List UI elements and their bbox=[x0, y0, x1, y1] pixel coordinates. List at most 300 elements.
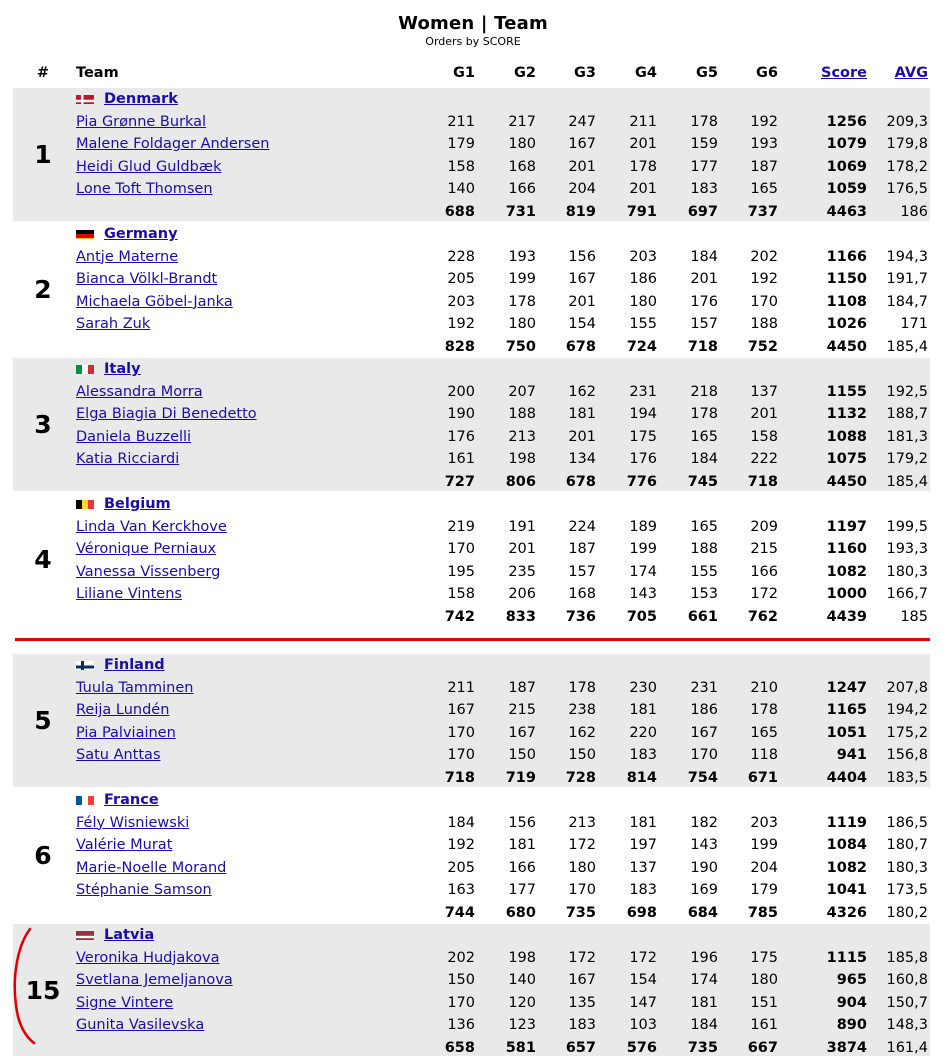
player-row bbox=[13, 268, 930, 291]
game-1-cell: 190 bbox=[447, 406, 475, 422]
avg-cell: 180,3 bbox=[886, 563, 928, 580]
total-game-6-cell: 671 bbox=[747, 769, 778, 786]
game-2-cell: 181 bbox=[508, 837, 536, 853]
game-6-cell: 170 bbox=[750, 293, 778, 310]
game-6-cell: 179 bbox=[750, 882, 778, 898]
team-link[interactable]: France bbox=[104, 792, 159, 808]
team-block-finland bbox=[13, 654, 930, 787]
player-link[interactable]: Svetlana Jemeljanova bbox=[76, 972, 233, 988]
avg-cell: 188,7 bbox=[886, 406, 928, 422]
player-row bbox=[13, 291, 930, 314]
game-2-cell: 235 bbox=[508, 563, 536, 580]
game-6-cell: 188 bbox=[750, 316, 778, 332]
player-row bbox=[13, 583, 930, 606]
game-4-cell: 137 bbox=[629, 859, 657, 876]
game-1-cell: 228 bbox=[447, 248, 475, 265]
total-game-6-cell: 762 bbox=[747, 608, 778, 625]
team-link[interactable]: Denmark bbox=[104, 91, 178, 107]
avg-cell: 171 bbox=[900, 316, 928, 332]
player-row bbox=[13, 246, 930, 269]
team-block-denmark bbox=[13, 88, 930, 221]
score-cell: 1166 bbox=[826, 248, 867, 265]
avg-cell: 166,7 bbox=[886, 586, 928, 602]
score-cell: 890 bbox=[836, 1017, 867, 1033]
score-cell: 1075 bbox=[826, 451, 867, 467]
game-4-cell: 176 bbox=[629, 451, 657, 467]
player-link[interactable]: Daniela Buzzelli bbox=[76, 428, 192, 445]
game-3-cell: 167 bbox=[568, 271, 596, 287]
game-2-cell: 166 bbox=[508, 181, 536, 197]
game-4-cell: 103 bbox=[629, 1017, 657, 1033]
game-2-cell: 177 bbox=[508, 882, 536, 898]
team-link[interactable]: Belgium bbox=[104, 496, 171, 512]
avg-cell: 173,5 bbox=[886, 882, 928, 898]
score-cell: 1088 bbox=[826, 428, 867, 445]
game-2-cell: 217 bbox=[508, 113, 536, 130]
game-5-cell: 178 bbox=[690, 406, 718, 422]
game-5-cell: 186 bbox=[690, 702, 718, 718]
player-row bbox=[13, 1014, 930, 1037]
player-name-cell bbox=[76, 947, 220, 970]
team-name-cell bbox=[76, 88, 178, 111]
player-name-cell bbox=[76, 722, 176, 745]
score-cell: 1132 bbox=[826, 406, 867, 422]
team-name-cell bbox=[76, 654, 165, 677]
total-game-1-cell: 688 bbox=[444, 203, 475, 220]
game-5-cell: 143 bbox=[690, 837, 718, 853]
player-link[interactable]: Stéphanie Samson bbox=[76, 882, 212, 898]
game-4-cell: 183 bbox=[629, 747, 657, 763]
col-team-header: Team bbox=[76, 65, 119, 81]
total-game-3-cell: 736 bbox=[565, 608, 596, 625]
player-name-cell bbox=[76, 516, 227, 539]
player-row bbox=[13, 133, 930, 156]
player-link[interactable]: Tuula Tamminen bbox=[76, 679, 194, 696]
total-game-6-cell: 737 bbox=[747, 203, 778, 220]
team-totals-row bbox=[13, 1037, 930, 1056]
player-row bbox=[13, 313, 930, 336]
game-5-cell: 184 bbox=[690, 1017, 718, 1033]
avg-cell: 179,8 bbox=[886, 136, 928, 152]
player-link[interactable]: Sarah Zuk bbox=[76, 316, 151, 332]
score-cell: 1082 bbox=[826, 563, 867, 580]
game-1-cell: 158 bbox=[447, 586, 475, 602]
player-link[interactable]: Valérie Murat bbox=[76, 837, 173, 853]
game-6-cell: 175 bbox=[750, 949, 778, 966]
game-5-cell: 182 bbox=[690, 814, 718, 831]
score-cell: 1000 bbox=[826, 586, 867, 602]
player-link[interactable]: Heidi Glud Guldbæk bbox=[76, 158, 222, 175]
game-4-cell: 155 bbox=[629, 316, 657, 332]
player-row bbox=[13, 111, 930, 134]
team-rank: 1 bbox=[34, 139, 52, 169]
game-1-cell: 161 bbox=[447, 451, 475, 467]
player-row bbox=[13, 992, 930, 1015]
team-name-cell bbox=[76, 493, 171, 516]
game-3-cell: 238 bbox=[568, 702, 596, 718]
game-5-cell: 183 bbox=[690, 181, 718, 197]
game-1-cell: 205 bbox=[447, 859, 475, 876]
belgium-flag-icon bbox=[76, 497, 94, 509]
team-rank: 3 bbox=[34, 409, 52, 439]
player-link[interactable]: Michaela Göbel-Janka bbox=[76, 293, 233, 310]
game-2-cell: 150 bbox=[508, 747, 536, 763]
game-4-cell: 197 bbox=[629, 837, 657, 853]
total-score-cell: 4439 bbox=[826, 608, 867, 625]
score-cell: 1115 bbox=[826, 949, 867, 966]
game-2-cell: 206 bbox=[508, 586, 536, 602]
game-6-cell: 161 bbox=[750, 1017, 778, 1033]
game-2-cell: 201 bbox=[508, 541, 536, 557]
game-2-cell: 199 bbox=[508, 271, 536, 287]
game-5-cell: 177 bbox=[690, 158, 718, 175]
game-2-cell: 123 bbox=[508, 1017, 536, 1033]
game-6-cell: 165 bbox=[750, 724, 778, 741]
game-3-cell: 167 bbox=[568, 972, 596, 988]
total-avg-cell: 186 bbox=[900, 203, 928, 220]
total-score-cell: 4326 bbox=[826, 904, 867, 921]
col-rank-header: # bbox=[36, 65, 50, 81]
score-cell: 1197 bbox=[826, 518, 867, 535]
game-5-cell: 184 bbox=[690, 248, 718, 265]
total-game-1-cell: 742 bbox=[444, 608, 475, 625]
game-2-cell: 207 bbox=[508, 383, 536, 400]
player-row bbox=[13, 857, 930, 880]
score-cell: 1079 bbox=[826, 136, 867, 152]
game-3-cell: 150 bbox=[568, 747, 596, 763]
total-game-1-cell: 658 bbox=[444, 1039, 475, 1056]
team-link[interactable]: Italy bbox=[104, 361, 141, 377]
score-cell: 1084 bbox=[826, 837, 867, 853]
game-4-cell: 178 bbox=[629, 158, 657, 175]
game-5-cell: 170 bbox=[690, 747, 718, 763]
game-1-cell: 140 bbox=[447, 181, 475, 197]
game-2-cell: 213 bbox=[508, 428, 536, 445]
game-1-cell: 200 bbox=[447, 383, 475, 400]
game-6-cell: 151 bbox=[750, 994, 778, 1011]
game-1-cell: 179 bbox=[447, 136, 475, 152]
game-1-cell: 136 bbox=[447, 1017, 475, 1033]
france-flag-icon bbox=[76, 793, 94, 805]
player-row bbox=[13, 178, 930, 201]
total-game-4-cell: 814 bbox=[626, 769, 657, 786]
game-6-cell: 210 bbox=[750, 679, 778, 696]
player-name-cell bbox=[76, 156, 221, 179]
score-cell: 1082 bbox=[826, 859, 867, 876]
game-5-cell: 169 bbox=[690, 882, 718, 898]
player-link[interactable]: Signe Vintere bbox=[76, 994, 174, 1011]
game-4-cell: 201 bbox=[629, 136, 657, 152]
germany-flag-icon bbox=[76, 227, 94, 239]
player-name-cell bbox=[76, 677, 193, 700]
game-4-cell: 181 bbox=[629, 702, 657, 718]
game-1-cell: 167 bbox=[447, 702, 475, 718]
avg-cell: 207,8 bbox=[886, 679, 928, 696]
game-4-cell: 230 bbox=[629, 679, 657, 696]
game-1-cell: 219 bbox=[447, 518, 475, 535]
game-6-cell: 199 bbox=[750, 837, 778, 853]
game-5-cell: 165 bbox=[690, 428, 718, 445]
player-link[interactable]: Pia Grønne Burkal bbox=[76, 113, 207, 130]
page-title: Women | Team bbox=[398, 13, 548, 34]
total-game-3-cell: 678 bbox=[565, 338, 596, 355]
total-avg-cell: 161,4 bbox=[886, 1039, 928, 1056]
player-name-cell bbox=[76, 426, 191, 449]
avg-cell: 184,7 bbox=[886, 293, 928, 310]
game-1-cell: 150 bbox=[447, 972, 475, 988]
player-name-cell bbox=[76, 133, 269, 156]
game-3-cell: 172 bbox=[568, 949, 596, 966]
team-rank: 5 bbox=[34, 705, 52, 735]
total-game-3-cell: 678 bbox=[565, 473, 596, 490]
player-link[interactable]: Fély Wisniewski bbox=[76, 814, 190, 831]
player-row bbox=[13, 516, 930, 539]
game-1-cell: 211 bbox=[447, 113, 475, 130]
game-5-cell: 218 bbox=[690, 383, 718, 400]
game-3-cell: 204 bbox=[568, 181, 596, 197]
col-score-header[interactable] bbox=[800, 62, 867, 84]
col-g4-header: G4 bbox=[635, 65, 657, 81]
game-2-cell: 187 bbox=[508, 679, 536, 696]
game-5-cell: 174 bbox=[690, 972, 718, 988]
avg-cell: 185,8 bbox=[886, 949, 928, 966]
player-link[interactable]: Véronique Perniaux bbox=[76, 541, 217, 557]
game-5-cell: 176 bbox=[690, 293, 718, 310]
col-g1-header: G1 bbox=[453, 65, 475, 81]
total-game-1-cell: 744 bbox=[444, 904, 475, 921]
team-header-row bbox=[13, 358, 930, 381]
player-row bbox=[13, 561, 930, 584]
game-6-cell: 118 bbox=[750, 747, 778, 763]
avg-cell: 194,2 bbox=[886, 702, 928, 718]
finland-flag-icon bbox=[76, 658, 94, 670]
game-1-cell: 202 bbox=[447, 949, 475, 966]
col-g2-header: G2 bbox=[514, 65, 536, 81]
player-link[interactable]: Satu Anttas bbox=[76, 747, 161, 763]
player-link[interactable]: Reija Lundén bbox=[76, 702, 170, 718]
total-avg-cell: 185,4 bbox=[886, 473, 928, 490]
page-subtitle: Orders by SCORE bbox=[425, 35, 521, 48]
game-4-cell: 189 bbox=[629, 518, 657, 535]
game-5-cell: 165 bbox=[690, 518, 718, 535]
player-name-cell bbox=[76, 744, 161, 767]
team-link[interactable]: Finland bbox=[104, 657, 165, 673]
game-4-cell: 194 bbox=[629, 406, 657, 422]
game-5-cell: 167 bbox=[690, 724, 718, 741]
hand-drawn-bracket-annotation bbox=[8, 925, 48, 1045]
game-5-cell: 196 bbox=[690, 949, 718, 966]
total-game-1-cell: 828 bbox=[444, 338, 475, 355]
player-link[interactable]: Gunita Vasilevska bbox=[76, 1017, 205, 1033]
total-game-6-cell: 752 bbox=[747, 338, 778, 355]
player-link[interactable]: Linda Van Kerckhove bbox=[76, 518, 227, 535]
avg-cell: 180,7 bbox=[886, 837, 928, 853]
total-game-5-cell: 661 bbox=[687, 608, 718, 625]
total-score-cell: 4463 bbox=[826, 203, 867, 220]
score-cell: 965 bbox=[836, 972, 867, 988]
game-1-cell: 163 bbox=[447, 882, 475, 898]
game-5-cell: 201 bbox=[690, 271, 718, 287]
avg-cell: 160,8 bbox=[886, 972, 928, 988]
player-name-cell bbox=[76, 834, 172, 857]
col-avg-header[interactable] bbox=[880, 62, 928, 84]
game-3-cell: 154 bbox=[568, 316, 596, 332]
total-game-5-cell: 745 bbox=[687, 473, 718, 490]
player-link[interactable]: Bianca Völkl-Brandt bbox=[76, 271, 218, 287]
player-link[interactable]: Liliane Vintens bbox=[76, 586, 182, 602]
total-game-4-cell: 698 bbox=[626, 904, 657, 921]
col-g3-header: G3 bbox=[574, 65, 596, 81]
game-2-cell: 180 bbox=[508, 136, 536, 152]
player-row bbox=[13, 448, 930, 471]
team-header-row bbox=[13, 493, 930, 516]
total-game-4-cell: 724 bbox=[626, 338, 657, 355]
game-1-cell: 205 bbox=[447, 271, 475, 287]
player-name-cell bbox=[76, 538, 216, 561]
avg-cell: 175,2 bbox=[886, 724, 928, 741]
team-block-france bbox=[13, 789, 930, 922]
score-cell: 1069 bbox=[826, 158, 867, 175]
team-header-row bbox=[13, 223, 930, 246]
game-3-cell: 201 bbox=[568, 158, 596, 175]
game-1-cell: 192 bbox=[447, 837, 475, 853]
game-3-cell: 187 bbox=[568, 541, 596, 557]
game-2-cell: 156 bbox=[508, 814, 536, 831]
avg-cell: 193,3 bbox=[886, 541, 928, 557]
total-game-4-cell: 705 bbox=[626, 608, 657, 625]
game-3-cell: 157 bbox=[568, 563, 596, 580]
game-5-cell: 155 bbox=[690, 563, 718, 580]
total-avg-cell: 185,4 bbox=[886, 338, 928, 355]
qualification-separator bbox=[15, 638, 930, 641]
game-5-cell: 190 bbox=[690, 859, 718, 876]
team-link[interactable]: Germany bbox=[104, 226, 178, 242]
player-row bbox=[13, 677, 930, 700]
player-link[interactable]: Alessandra Morra bbox=[76, 383, 203, 400]
latvia-flag-icon bbox=[76, 928, 94, 940]
player-name-cell bbox=[76, 111, 206, 134]
game-3-cell: 180 bbox=[568, 859, 596, 876]
total-game-4-cell: 776 bbox=[626, 473, 657, 490]
total-game-2-cell: 833 bbox=[505, 608, 536, 625]
total-score-cell: 4404 bbox=[826, 769, 867, 786]
score-cell: 1155 bbox=[826, 383, 867, 400]
avg-cell: 150,7 bbox=[886, 994, 928, 1011]
game-4-cell: 172 bbox=[629, 949, 657, 966]
game-6-cell: 192 bbox=[750, 113, 778, 130]
avg-cell: 209,3 bbox=[886, 113, 928, 130]
player-link[interactable]: Vanessa Vissenberg bbox=[76, 563, 221, 580]
player-name-cell bbox=[76, 992, 173, 1015]
game-4-cell: 199 bbox=[629, 541, 657, 557]
sort-score-link[interactable]: Score bbox=[821, 65, 867, 81]
team-rank: 2 bbox=[34, 274, 52, 304]
player-name-cell bbox=[76, 561, 220, 584]
total-avg-cell: 180,2 bbox=[886, 904, 928, 921]
total-score-cell: 3874 bbox=[826, 1039, 867, 1056]
game-3-cell: 213 bbox=[568, 814, 596, 831]
game-6-cell: 202 bbox=[750, 248, 778, 265]
player-link[interactable]: Pia Palviainen bbox=[76, 724, 176, 741]
game-4-cell: 174 bbox=[629, 563, 657, 580]
player-link[interactable]: Antje Materne bbox=[76, 248, 179, 265]
total-score-cell: 4450 bbox=[826, 473, 867, 490]
game-4-cell: 175 bbox=[629, 428, 657, 445]
player-name-cell bbox=[76, 857, 226, 880]
player-link[interactable]: Lone Toft Thomsen bbox=[76, 181, 213, 197]
game-2-cell: 180 bbox=[508, 316, 536, 332]
game-2-cell: 120 bbox=[508, 994, 536, 1011]
team-header-row bbox=[13, 88, 930, 111]
total-game-2-cell: 731 bbox=[505, 203, 536, 220]
player-name-cell bbox=[76, 583, 182, 606]
player-name-cell bbox=[76, 246, 178, 269]
game-4-cell: 220 bbox=[629, 724, 657, 741]
team-totals-row bbox=[13, 336, 930, 359]
col-g5-header: G5 bbox=[696, 65, 718, 81]
total-game-1-cell: 718 bbox=[444, 769, 475, 786]
sort-avg-link[interactable]: AVG bbox=[894, 65, 928, 81]
game-6-cell: 222 bbox=[750, 451, 778, 467]
player-row bbox=[13, 834, 930, 857]
player-name-cell bbox=[76, 969, 233, 992]
game-3-cell: 167 bbox=[568, 136, 596, 152]
player-row bbox=[13, 699, 930, 722]
game-1-cell: 170 bbox=[447, 747, 475, 763]
game-6-cell: 192 bbox=[750, 271, 778, 287]
player-link[interactable]: Marie-Noelle Morand bbox=[76, 859, 227, 876]
game-4-cell: 143 bbox=[629, 586, 657, 602]
team-totals-row bbox=[13, 767, 930, 790]
game-3-cell: 156 bbox=[568, 248, 596, 265]
team-rank: 6 bbox=[34, 840, 52, 870]
player-link[interactable]: Katia Ricciardi bbox=[76, 451, 180, 467]
total-game-3-cell: 819 bbox=[565, 203, 596, 220]
game-6-cell: 137 bbox=[750, 383, 778, 400]
player-link[interactable]: Malene Foldager Andersen bbox=[76, 136, 270, 152]
game-2-cell: 215 bbox=[508, 702, 536, 718]
game-1-cell: 195 bbox=[447, 563, 475, 580]
game-4-cell: 211 bbox=[629, 113, 657, 130]
score-cell: 941 bbox=[836, 747, 867, 763]
total-game-3-cell: 657 bbox=[565, 1039, 596, 1056]
team-name-cell bbox=[76, 789, 159, 812]
game-6-cell: 215 bbox=[750, 541, 778, 557]
game-2-cell: 166 bbox=[508, 859, 536, 876]
player-name-cell bbox=[76, 448, 179, 471]
team-rank: 4 bbox=[34, 544, 52, 574]
game-1-cell: 170 bbox=[447, 541, 475, 557]
player-link[interactable]: Elga Biagia Di Benedetto bbox=[76, 406, 257, 422]
game-4-cell: 201 bbox=[629, 181, 657, 197]
col-g6-header: G6 bbox=[756, 65, 778, 81]
team-link[interactable]: Latvia bbox=[104, 927, 155, 943]
game-5-cell: 188 bbox=[690, 541, 718, 557]
game-1-cell: 170 bbox=[447, 994, 475, 1011]
game-2-cell: 178 bbox=[508, 293, 536, 310]
player-link[interactable]: Veronika Hudjakova bbox=[76, 949, 220, 966]
team-totals-row bbox=[13, 902, 930, 925]
total-game-5-cell: 754 bbox=[687, 769, 718, 786]
total-game-5-cell: 718 bbox=[687, 338, 718, 355]
total-game-6-cell: 785 bbox=[747, 904, 778, 921]
game-6-cell: 193 bbox=[750, 136, 778, 152]
team-totals-row bbox=[13, 606, 930, 629]
avg-cell: 181,3 bbox=[886, 428, 928, 445]
game-4-cell: 183 bbox=[629, 882, 657, 898]
avg-cell: 194,3 bbox=[886, 248, 928, 265]
avg-cell: 176,5 bbox=[886, 181, 928, 197]
